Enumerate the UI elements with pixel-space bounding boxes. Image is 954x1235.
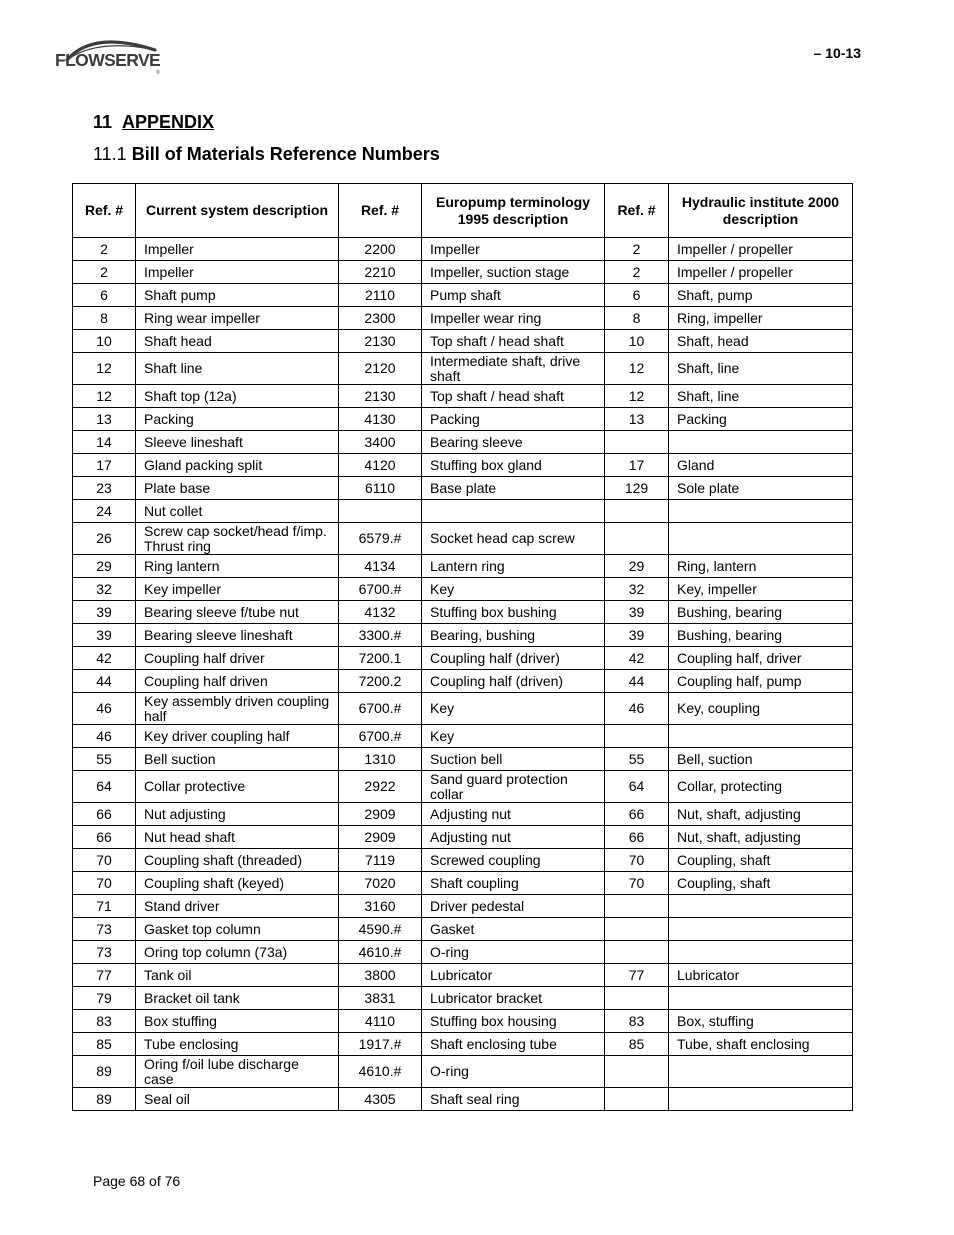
cell-current-description: Gasket top column (136, 918, 339, 941)
cell-europump-description: Lubricator bracket (422, 987, 605, 1010)
table-row (73, 941, 853, 964)
cell-hydraulic-description: Key, coupling (669, 693, 853, 725)
cell-hydraulic-description: Shaft, pump (669, 284, 853, 307)
cell-ref-hydraulic: 83 (605, 1010, 669, 1033)
header-hydraulic-description: Hydraulic institute 2000 description (669, 184, 853, 238)
cell-hydraulic-description: Coupling half, driver (669, 647, 853, 670)
table-row (73, 601, 853, 624)
cell-hydraulic-description (669, 523, 853, 555)
cell-ref-current: 23 (73, 477, 136, 500)
cell-ref-current: 14 (73, 431, 136, 454)
cell-current-description: Coupling half driver (136, 647, 339, 670)
cell-europump-description: Key (422, 578, 605, 601)
cell-ref-hydraulic: 10 (605, 330, 669, 353)
cell-ref-current: 55 (73, 748, 136, 771)
cell-europump-description: Pump shaft (422, 284, 605, 307)
subsection-title: Bill of Materials Reference Numbers (131, 144, 440, 164)
cell-ref-current: 70 (73, 872, 136, 895)
cell-ref-current: 42 (73, 647, 136, 670)
cell-current-description: Bell suction (136, 748, 339, 771)
cell-hydraulic-description: Lubricator (669, 964, 853, 987)
cell-ref-current: 64 (73, 771, 136, 803)
cell-ref-hydraulic: 12 (605, 353, 669, 385)
cell-ref-europump: 4305 (339, 1088, 422, 1111)
cell-hydraulic-description: Shaft, line (669, 385, 853, 408)
table-row (73, 454, 853, 477)
cell-ref-europump: 2210 (339, 261, 422, 284)
table-row (73, 849, 853, 872)
cell-ref-europump: 2909 (339, 803, 422, 826)
cell-ref-europump: 7119 (339, 849, 422, 872)
cell-ref-hydraulic: 2 (605, 238, 669, 261)
table-row (73, 872, 853, 895)
table-row (73, 748, 853, 771)
cell-europump-description: Coupling half (driver) (422, 647, 605, 670)
table-row (73, 1010, 853, 1033)
cell-ref-europump: 4610.# (339, 941, 422, 964)
cell-ref-europump: 3300.# (339, 624, 422, 647)
cell-hydraulic-description (669, 987, 853, 1010)
cell-ref-current: 8 (73, 307, 136, 330)
cell-hydraulic-description (669, 1056, 853, 1088)
cell-europump-description: Adjusting nut (422, 826, 605, 849)
cell-europump-description: Shaft seal ring (422, 1088, 605, 1111)
cell-europump-description: Key (422, 693, 605, 725)
cell-ref-europump: 2922 (339, 771, 422, 803)
bill-of-materials-table (72, 183, 853, 1111)
cell-current-description: Key assembly driven coupling half (136, 693, 339, 725)
table-row (73, 385, 853, 408)
cell-europump-description: Screwed coupling (422, 849, 605, 872)
cell-europump-description: Stuffing box bushing (422, 601, 605, 624)
cell-europump-description: Shaft enclosing tube (422, 1033, 605, 1056)
cell-ref-europump: 4590.# (339, 918, 422, 941)
table-row (73, 261, 853, 284)
cell-ref-current: 12 (73, 353, 136, 385)
cell-hydraulic-description: Coupling half, pump (669, 670, 853, 693)
cell-current-description: Nut collet (136, 500, 339, 523)
cell-ref-europump: 2200 (339, 238, 422, 261)
cell-europump-description: Impeller (422, 238, 605, 261)
cell-ref-current: 66 (73, 803, 136, 826)
cell-hydraulic-description: Shaft, line (669, 353, 853, 385)
cell-hydraulic-description (669, 500, 853, 523)
cell-current-description: Shaft line (136, 353, 339, 385)
cell-ref-europump: 4134 (339, 555, 422, 578)
cell-ref-hydraulic: 29 (605, 555, 669, 578)
cell-ref-europump: 4610.# (339, 1056, 422, 1088)
cell-ref-europump: 7020 (339, 872, 422, 895)
table-row (73, 477, 853, 500)
cell-ref-hydraulic: 70 (605, 872, 669, 895)
cell-ref-current: 83 (73, 1010, 136, 1033)
table-row (73, 555, 853, 578)
cell-ref-europump: 1917.# (339, 1033, 422, 1056)
cell-ref-hydraulic: 66 (605, 826, 669, 849)
cell-current-description: Shaft top (12a) (136, 385, 339, 408)
cell-europump-description: Bearing, bushing (422, 624, 605, 647)
cell-ref-hydraulic: 64 (605, 771, 669, 803)
cell-current-description: Tank oil (136, 964, 339, 987)
cell-ref-hydraulic (605, 918, 669, 941)
cell-hydraulic-description (669, 941, 853, 964)
cell-current-description: Coupling shaft (threaded) (136, 849, 339, 872)
table-row (73, 1056, 853, 1088)
cell-ref-hydraulic: 17 (605, 454, 669, 477)
cell-europump-description: Intermediate shaft, drive shaft (422, 353, 605, 385)
table-row (73, 670, 853, 693)
cell-ref-europump: 4130 (339, 408, 422, 431)
cell-ref-hydraulic (605, 987, 669, 1010)
cell-current-description: Key driver coupling half (136, 725, 339, 748)
cell-ref-current: 39 (73, 601, 136, 624)
cell-hydraulic-description: Coupling, shaft (669, 849, 853, 872)
table-row (73, 964, 853, 987)
cell-hydraulic-description: Collar, protecting (669, 771, 853, 803)
cell-europump-description: Impeller, suction stage (422, 261, 605, 284)
cell-ref-europump: 1310 (339, 748, 422, 771)
page-number: Page 68 of 76 (93, 1173, 181, 1189)
cell-hydraulic-description: Tube, shaft enclosing (669, 1033, 853, 1056)
cell-current-description: Ring lantern (136, 555, 339, 578)
table-row (73, 918, 853, 941)
cell-europump-description: Gasket (422, 918, 605, 941)
table-row (73, 578, 853, 601)
cell-ref-current: 17 (73, 454, 136, 477)
cell-ref-europump: 2130 (339, 330, 422, 353)
cell-ref-europump: 2120 (339, 353, 422, 385)
cell-ref-current: 71 (73, 895, 136, 918)
cell-ref-europump: 7200.1 (339, 647, 422, 670)
cell-ref-current: 46 (73, 725, 136, 748)
cell-current-description: Collar protective (136, 771, 339, 803)
cell-hydraulic-description: Ring, lantern (669, 555, 853, 578)
cell-current-description: Bearing sleeve lineshaft (136, 624, 339, 647)
header-europump-description: Europump terminology 1995 description (422, 184, 605, 238)
cell-hydraulic-description: Key, impeller (669, 578, 853, 601)
cell-europump-description: Packing (422, 408, 605, 431)
cell-ref-europump: 2300 (339, 307, 422, 330)
cell-ref-current: 39 (73, 624, 136, 647)
table-header-row (73, 184, 853, 238)
table-row (73, 693, 853, 725)
cell-ref-current: 66 (73, 826, 136, 849)
cell-current-description: Box stuffing (136, 1010, 339, 1033)
cell-current-description: Tube enclosing (136, 1033, 339, 1056)
registered-mark: ® (156, 70, 160, 76)
cell-europump-description: Top shaft / head shaft (422, 330, 605, 353)
table-row (73, 523, 853, 555)
cell-ref-hydraulic (605, 1056, 669, 1088)
cell-europump-description: Impeller wear ring (422, 307, 605, 330)
cell-europump-description: Lantern ring (422, 555, 605, 578)
header-ref-hydraulic: Ref. # (605, 184, 669, 238)
cell-ref-hydraulic: 12 (605, 385, 669, 408)
cell-ref-europump: 6700.# (339, 693, 422, 725)
cell-ref-hydraulic: 39 (605, 601, 669, 624)
cell-ref-europump: 2130 (339, 385, 422, 408)
table-row (73, 307, 853, 330)
cell-ref-europump: 7200.2 (339, 670, 422, 693)
cell-ref-current: 13 (73, 408, 136, 431)
cell-europump-description: Bearing sleeve (422, 431, 605, 454)
cell-ref-hydraulic: 2 (605, 261, 669, 284)
section-number: 11 (93, 112, 113, 132)
cell-hydraulic-description: Bushing, bearing (669, 601, 853, 624)
cell-europump-description: Socket head cap screw (422, 523, 605, 555)
table-row (73, 238, 853, 261)
cell-hydraulic-description: Nut, shaft, adjusting (669, 826, 853, 849)
table-row (73, 771, 853, 803)
cell-ref-europump: 6110 (339, 477, 422, 500)
cell-ref-europump: 4110 (339, 1010, 422, 1033)
cell-europump-description: Key (422, 725, 605, 748)
cell-current-description: Plate base (136, 477, 339, 500)
cell-europump-description (422, 500, 605, 523)
cell-ref-current: 77 (73, 964, 136, 987)
table-row (73, 353, 853, 385)
cell-ref-current: 26 (73, 523, 136, 555)
cell-ref-hydraulic: 8 (605, 307, 669, 330)
cell-ref-europump: 6700.# (339, 578, 422, 601)
cell-ref-current: 2 (73, 261, 136, 284)
cell-hydraulic-description: Packing (669, 408, 853, 431)
cell-ref-hydraulic (605, 1088, 669, 1111)
cell-current-description: Coupling shaft (keyed) (136, 872, 339, 895)
cell-ref-hydraulic: 39 (605, 624, 669, 647)
document-code: – 10-13 (813, 45, 861, 61)
subsection-number: 11.1 (93, 144, 127, 164)
subsection-heading (93, 144, 440, 165)
header-ref-europump: Ref. # (339, 184, 422, 238)
cell-hydraulic-description: Shaft, head (669, 330, 853, 353)
cell-current-description: Impeller (136, 238, 339, 261)
cell-ref-europump: 2110 (339, 284, 422, 307)
cell-current-description: Shaft pump (136, 284, 339, 307)
cell-hydraulic-description: Impeller / propeller (669, 261, 853, 284)
cell-ref-current: 29 (73, 555, 136, 578)
logo-wordmark: FLOWSERVE (55, 50, 161, 70)
cell-ref-hydraulic: 32 (605, 578, 669, 601)
cell-current-description: Bracket oil tank (136, 987, 339, 1010)
cell-ref-hydraulic (605, 431, 669, 454)
cell-ref-current: 73 (73, 941, 136, 964)
cell-hydraulic-description: Coupling, shaft (669, 872, 853, 895)
table-row (73, 284, 853, 307)
cell-hydraulic-description: Ring, impeller (669, 307, 853, 330)
cell-ref-hydraulic (605, 523, 669, 555)
table-row (73, 803, 853, 826)
cell-europump-description: Suction bell (422, 748, 605, 771)
table-row (73, 1033, 853, 1056)
cell-europump-description: Stuffing box gland (422, 454, 605, 477)
section-title: APPENDIX (122, 112, 215, 132)
table-row (73, 431, 853, 454)
cell-ref-hydraulic: 129 (605, 477, 669, 500)
cell-ref-hydraulic: 6 (605, 284, 669, 307)
table-row (73, 330, 853, 353)
cell-current-description: Oring top column (73a) (136, 941, 339, 964)
table-row (73, 647, 853, 670)
cell-europump-description: O-ring (422, 941, 605, 964)
cell-ref-europump: 4120 (339, 454, 422, 477)
cell-current-description: Seal oil (136, 1088, 339, 1111)
cell-ref-europump: 3400 (339, 431, 422, 454)
cell-current-description: Impeller (136, 261, 339, 284)
cell-hydraulic-description: Box, stuffing (669, 1010, 853, 1033)
cell-hydraulic-description: Bell, suction (669, 748, 853, 771)
cell-ref-hydraulic: 13 (605, 408, 669, 431)
cell-europump-description: Coupling half (driven) (422, 670, 605, 693)
cell-ref-current: 10 (73, 330, 136, 353)
cell-current-description: Packing (136, 408, 339, 431)
flowserve-logo (55, 36, 165, 86)
cell-current-description: Nut adjusting (136, 803, 339, 826)
table-row (73, 987, 853, 1010)
cell-europump-description: Adjusting nut (422, 803, 605, 826)
cell-ref-current: 32 (73, 578, 136, 601)
cell-ref-europump (339, 500, 422, 523)
cell-europump-description: Top shaft / head shaft (422, 385, 605, 408)
cell-hydraulic-description (669, 725, 853, 748)
cell-ref-current: 24 (73, 500, 136, 523)
cell-current-description: Gland packing split (136, 454, 339, 477)
cell-current-description: Sleeve lineshaft (136, 431, 339, 454)
cell-ref-current: 79 (73, 987, 136, 1010)
cell-ref-hydraulic: 42 (605, 647, 669, 670)
cell-ref-europump: 4132 (339, 601, 422, 624)
cell-europump-description: O-ring (422, 1056, 605, 1088)
table-row (73, 1088, 853, 1111)
cell-ref-hydraulic (605, 895, 669, 918)
cell-hydraulic-description (669, 918, 853, 941)
header-ref-current: Ref. # (73, 184, 136, 238)
cell-ref-current: 6 (73, 284, 136, 307)
cell-ref-europump: 2909 (339, 826, 422, 849)
cell-ref-europump: 6579.# (339, 523, 422, 555)
table-row (73, 500, 853, 523)
cell-current-description: Coupling half driven (136, 670, 339, 693)
cell-ref-hydraulic: 85 (605, 1033, 669, 1056)
table-row (73, 408, 853, 431)
cell-europump-description: Base plate (422, 477, 605, 500)
cell-ref-hydraulic: 77 (605, 964, 669, 987)
cell-current-description: Oring f/oil lube discharge case (136, 1056, 339, 1088)
cell-ref-europump: 6700.# (339, 725, 422, 748)
cell-ref-hydraulic: 55 (605, 748, 669, 771)
cell-current-description: Bearing sleeve f/tube nut (136, 601, 339, 624)
cell-ref-current: 46 (73, 693, 136, 725)
cell-current-description: Ring wear impeller (136, 307, 339, 330)
cell-ref-current: 12 (73, 385, 136, 408)
cell-ref-hydraulic: 44 (605, 670, 669, 693)
cell-ref-current: 89 (73, 1088, 136, 1111)
cell-hydraulic-description (669, 895, 853, 918)
cell-hydraulic-description: Nut, shaft, adjusting (669, 803, 853, 826)
cell-europump-description: Stuffing box housing (422, 1010, 605, 1033)
cell-ref-hydraulic (605, 941, 669, 964)
table-row (73, 624, 853, 647)
cell-ref-europump: 3160 (339, 895, 422, 918)
table-row (73, 826, 853, 849)
cell-ref-europump: 3800 (339, 964, 422, 987)
cell-ref-europump: 3831 (339, 987, 422, 1010)
cell-europump-description: Sand guard protection collar (422, 771, 605, 803)
header-current-description: Current system description (136, 184, 339, 238)
cell-ref-current: 85 (73, 1033, 136, 1056)
cell-current-description: Nut head shaft (136, 826, 339, 849)
cell-hydraulic-description: Impeller / propeller (669, 238, 853, 261)
cell-europump-description: Shaft coupling (422, 872, 605, 895)
section-heading (93, 112, 214, 133)
cell-current-description: Key impeller (136, 578, 339, 601)
cell-hydraulic-description (669, 1088, 853, 1111)
cell-europump-description: Driver pedestal (422, 895, 605, 918)
cell-ref-hydraulic: 46 (605, 693, 669, 725)
cell-ref-hydraulic (605, 500, 669, 523)
cell-ref-hydraulic (605, 725, 669, 748)
table-row (73, 725, 853, 748)
cell-current-description: Screw cap socket/head f/imp. Thrust ring (136, 523, 339, 555)
cell-hydraulic-description: Gland (669, 454, 853, 477)
cell-ref-hydraulic: 66 (605, 803, 669, 826)
cell-ref-current: 70 (73, 849, 136, 872)
cell-ref-current: 73 (73, 918, 136, 941)
table-body (73, 238, 853, 1111)
cell-ref-current: 2 (73, 238, 136, 261)
cell-ref-current: 89 (73, 1056, 136, 1088)
cell-ref-hydraulic: 70 (605, 849, 669, 872)
cell-hydraulic-description (669, 431, 853, 454)
cell-hydraulic-description: Bushing, bearing (669, 624, 853, 647)
cell-europump-description: Lubricator (422, 964, 605, 987)
cell-hydraulic-description: Sole plate (669, 477, 853, 500)
cell-current-description: Shaft head (136, 330, 339, 353)
cell-ref-current: 44 (73, 670, 136, 693)
cell-current-description: Stand driver (136, 895, 339, 918)
table-row (73, 895, 853, 918)
